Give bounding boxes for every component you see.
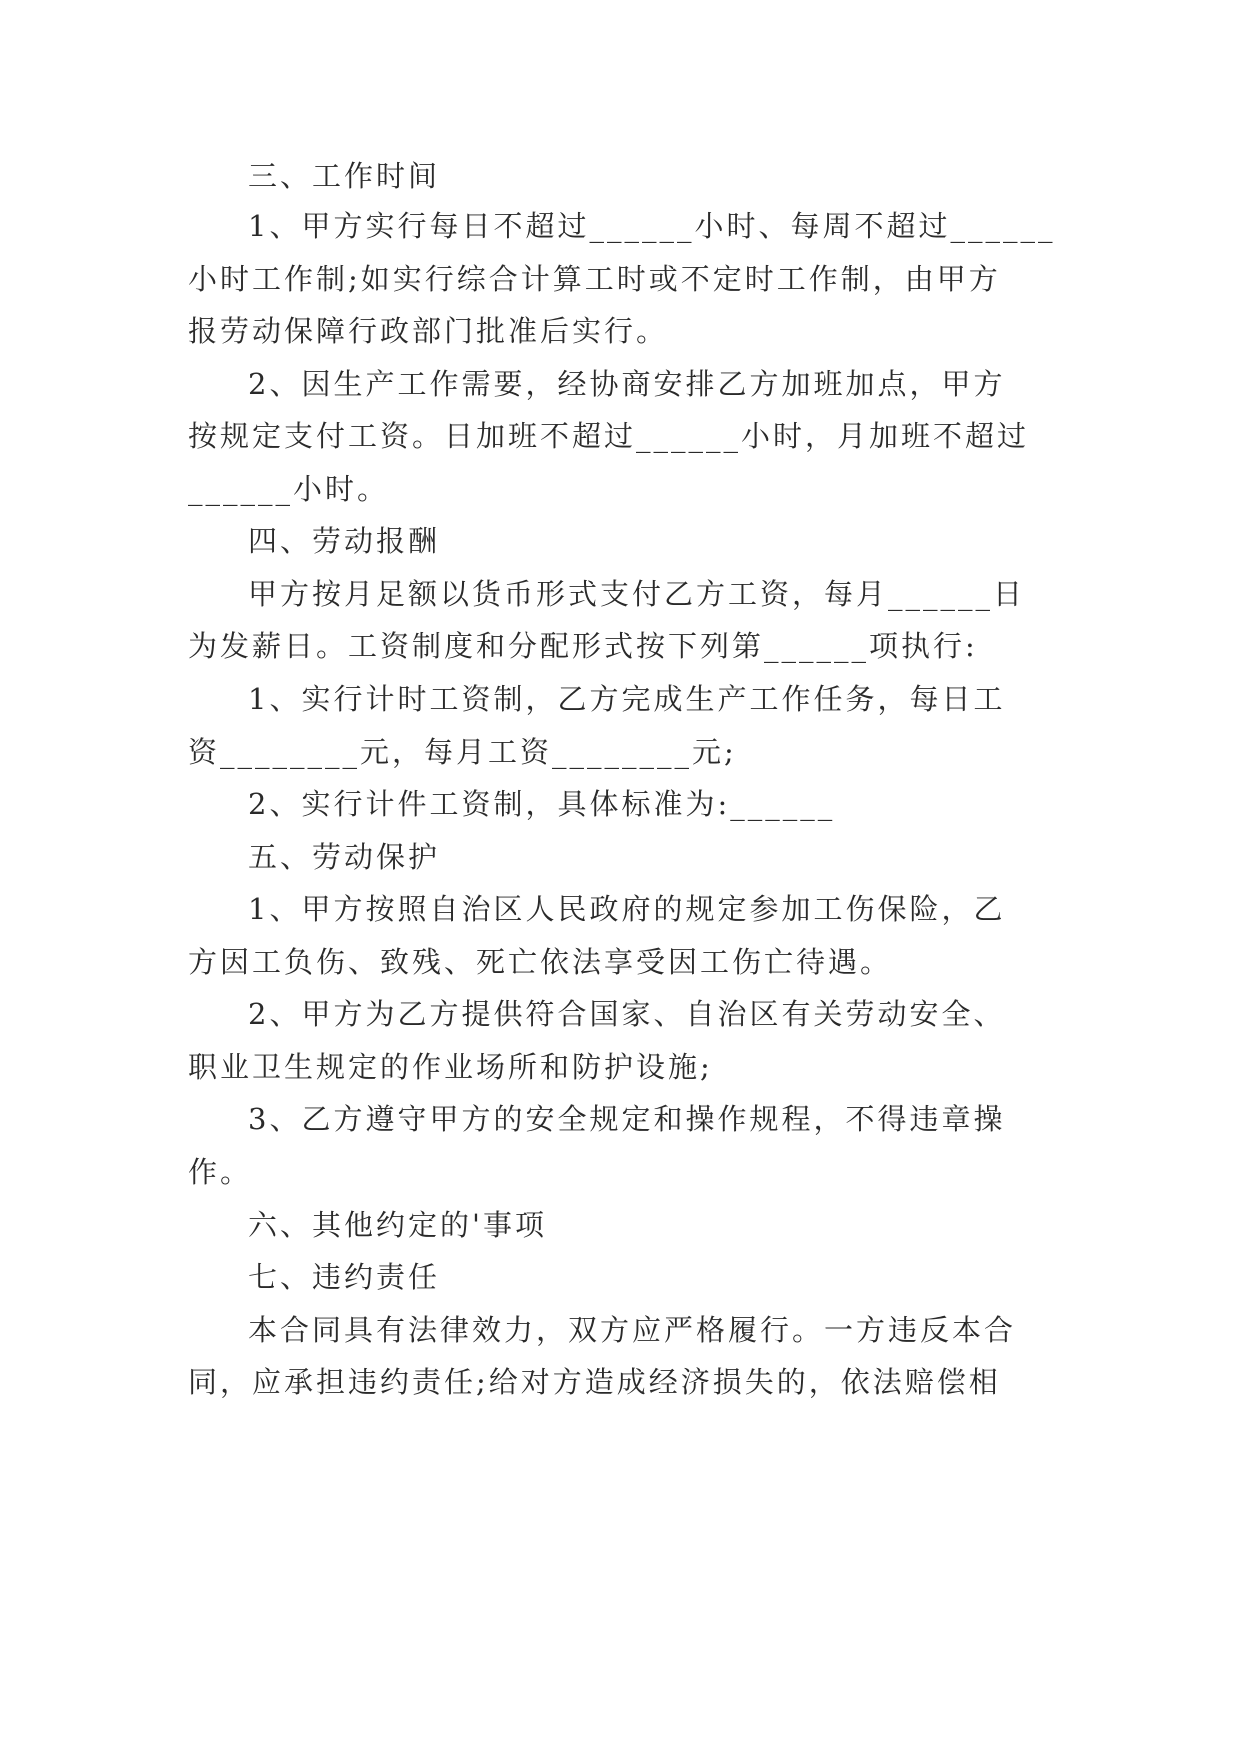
heading-remuneration: 四、劳动报酬	[248, 524, 441, 558]
paragraph-line: 1、甲方实行每日不超过______小时、每周不超过______	[248, 209, 1056, 243]
paragraph-line: 2、甲方为乙方提供符合国家、自治区有关劳动安全、	[248, 997, 1006, 1031]
heading-work-hours: 三、工作时间	[248, 159, 441, 193]
paragraph-line: 2、因生产工作需要，经协商安排乙方加班加点，甲方	[248, 367, 1006, 401]
paragraph-line: ______小时。	[188, 472, 390, 506]
paragraph-line: 方因工负伤、致残、死亡依法享受因工伤亡待遇。	[188, 945, 893, 979]
paragraph-line: 2、实行计件工资制，具体标准为:______	[248, 787, 836, 821]
heading-breach-liability: 七、违约责任	[248, 1260, 441, 1294]
paragraph-line: 报劳动保障行政部门批准后实行。	[188, 314, 669, 348]
paragraph-line: 职业卫生规定的作业场所和防护设施;	[188, 1050, 713, 1084]
paragraph-line: 按规定支付工资。日加班不超过______小时，月加班不超过	[188, 419, 1030, 453]
paragraph-line: 作。	[188, 1155, 253, 1189]
paragraph-line: 3、乙方遵守甲方的安全规定和操作规程，不得违章操	[248, 1102, 1006, 1136]
paragraph-line: 1、实行计时工资制，乙方完成生产工作任务，每日工	[248, 682, 1006, 716]
paragraph-line: 为发薪日。工资制度和分配形式按下列第______项执行:	[188, 629, 978, 663]
heading-other-matters: 六、其他约定的'事项	[248, 1208, 547, 1242]
paragraph-line: 甲方按月足额以货币形式支付乙方工资，每月______日	[248, 577, 1026, 611]
paragraph-line: 1、甲方按照自治区人民政府的规定参加工伤保险，乙	[248, 892, 1006, 926]
paragraph-line: 小时工作制;如实行综合计算工时或不定时工作制，由甲方	[188, 262, 1001, 296]
heading-labor-protection: 五、劳动保护	[248, 840, 441, 874]
paragraph-line: 同，应承担违约责任;给对方造成经济损失的，依法赔偿相	[188, 1365, 1001, 1399]
paragraph-line: 本合同具有法律效力，双方应严格履行。一方违反本合	[248, 1313, 1017, 1347]
paragraph-line: 资________元，每月工资________元;	[188, 735, 737, 769]
